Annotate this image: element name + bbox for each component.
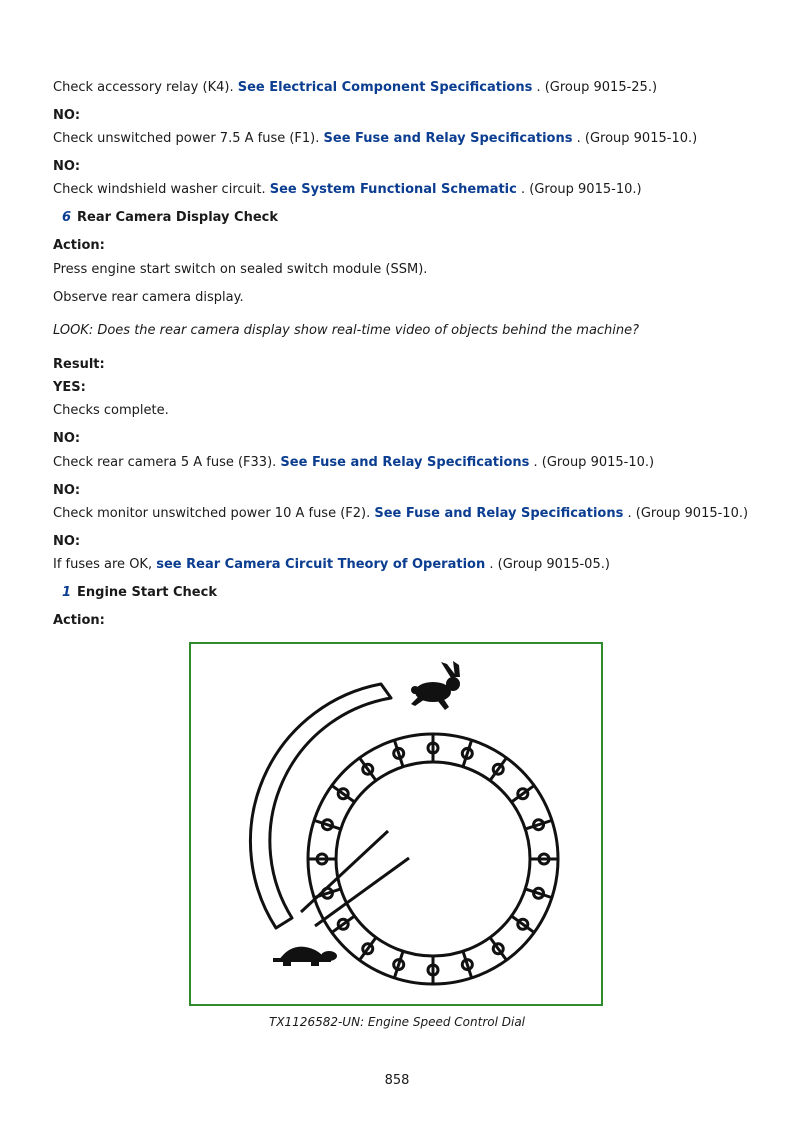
action-text: Observe rear camera display. bbox=[53, 290, 244, 305]
line-text: . (Group 9015-25.) bbox=[532, 80, 658, 95]
step-title: Rear Camera Display Check bbox=[77, 210, 279, 225]
text-line-windshield-washer bbox=[53, 182, 642, 198]
action-text: Press engine start switch on sealed switch module (SSM). bbox=[53, 262, 428, 277]
action-label: Action: bbox=[53, 613, 105, 628]
no-label: NO: bbox=[53, 534, 81, 549]
text-line-fuses-ok bbox=[53, 557, 610, 573]
no-label: NO: bbox=[53, 431, 81, 446]
dial-notch bbox=[525, 820, 552, 829]
turtle-icon bbox=[273, 947, 337, 966]
link-system-functional-schematic[interactable]: See System Functional Schematic bbox=[269, 182, 517, 197]
line-text: . (Group 9015-10.) bbox=[516, 182, 642, 197]
text-line-monitor-fuse bbox=[53, 506, 748, 522]
line-text: Check rear camera 5 A fuse (F33). bbox=[53, 455, 281, 470]
page-number: 858 bbox=[384, 1073, 410, 1088]
text-line-unswitched-power bbox=[53, 131, 697, 147]
no-label: NO: bbox=[53, 108, 81, 123]
result-label: Result: bbox=[53, 357, 105, 372]
line-text: Check windshield washer circuit. bbox=[53, 182, 270, 197]
step-number: 1 bbox=[61, 585, 71, 600]
link-rear-camera-theory[interactable]: see Rear Camera Circuit Theory of Operation bbox=[156, 557, 486, 572]
line-text: . (Group 9015-10.) bbox=[529, 455, 655, 470]
step-title: Engine Start Check bbox=[77, 585, 217, 600]
link-fuse-relay-specifications[interactable]: See Fuse and Relay Specifications bbox=[280, 455, 530, 470]
line-text: Check unswitched power 7.5 A fuse (F1). bbox=[53, 131, 324, 146]
no-label: NO: bbox=[53, 159, 81, 174]
rabbit-icon bbox=[411, 661, 460, 710]
line-text: Check accessory relay (K4). bbox=[53, 80, 238, 95]
figure-caption: TX1126582-UN: Engine Speed Control Dial bbox=[268, 1015, 526, 1029]
step-heading-engine-start bbox=[53, 585, 217, 601]
link-electrical-component-specifications[interactable]: See Electrical Component Specifications bbox=[237, 80, 533, 95]
no-label: NO: bbox=[53, 483, 81, 498]
step-number: 6 bbox=[61, 210, 71, 225]
engine-speed-dial-figure bbox=[189, 642, 603, 1006]
text-line-accessory-relay bbox=[53, 80, 657, 96]
dial-notch bbox=[525, 889, 552, 898]
yes-label: YES: bbox=[53, 380, 86, 395]
look-question: LOOK: Does the rear camera display show real-time video of objects behind the machine? bbox=[53, 323, 640, 338]
action-label: Action: bbox=[53, 238, 105, 253]
dial-notch bbox=[463, 740, 472, 767]
line-text: Check monitor unswitched power 10 A fuse (F2). bbox=[53, 506, 375, 521]
line-text: . (Group 9015-10.) bbox=[623, 506, 749, 521]
text-line-rear-camera-fuse bbox=[53, 455, 654, 471]
dial-outer-ring bbox=[308, 734, 558, 984]
dial-inner-ring bbox=[336, 762, 530, 956]
engine-speed-dial-illustration bbox=[191, 644, 601, 1004]
dial-notch bbox=[394, 740, 403, 767]
dial-notch bbox=[394, 951, 403, 978]
line-text: . (Group 9015-10.) bbox=[572, 131, 698, 146]
step-heading-rear-camera bbox=[53, 210, 278, 226]
link-fuse-relay-specifications[interactable]: See Fuse and Relay Specifications bbox=[374, 506, 624, 521]
dial-notch bbox=[463, 951, 472, 978]
yes-text: Checks complete. bbox=[53, 403, 169, 418]
dial-notch bbox=[314, 820, 341, 829]
line-text: If fuses are OK, bbox=[53, 557, 157, 572]
line-text: . (Group 9015-05.) bbox=[485, 557, 610, 572]
link-fuse-relay-specifications[interactable]: See Fuse and Relay Specifications bbox=[323, 131, 573, 146]
